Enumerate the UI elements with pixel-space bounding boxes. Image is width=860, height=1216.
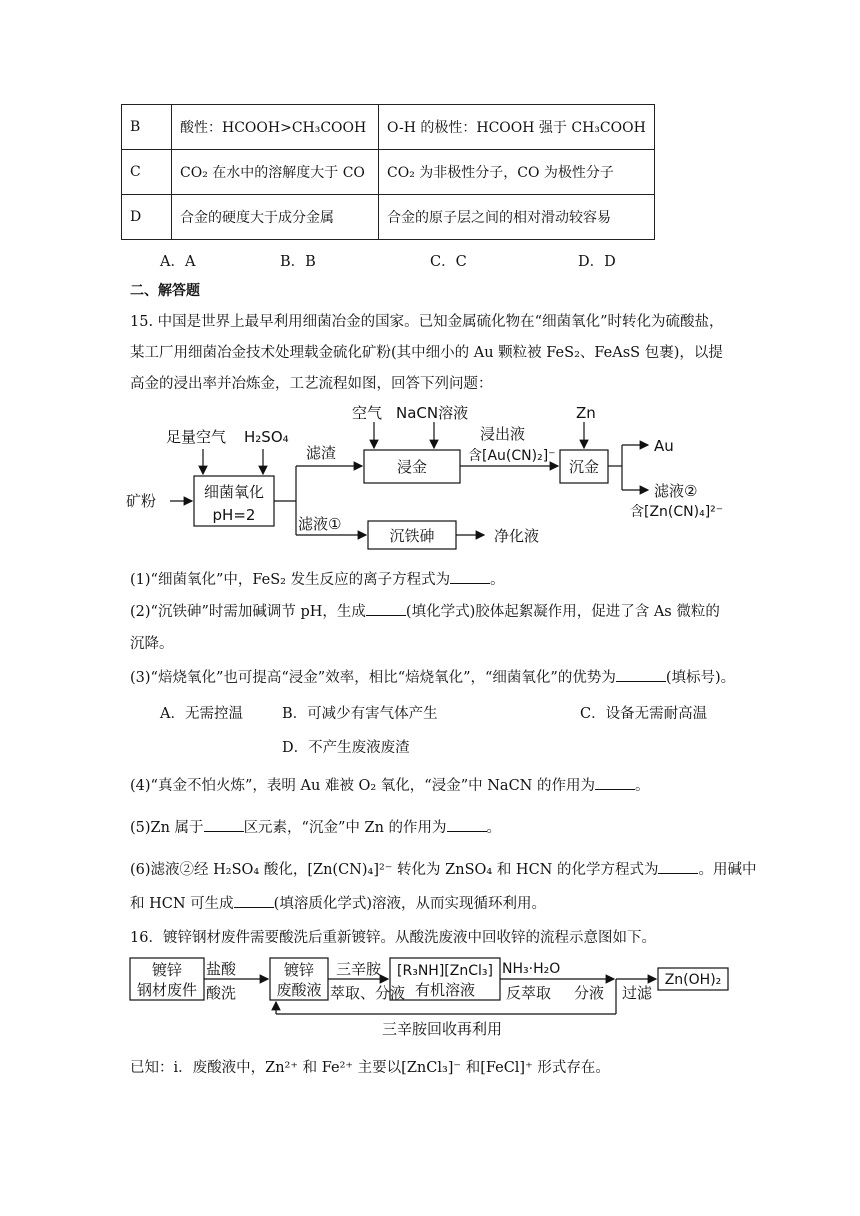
flow-zn-oh2: Zn(OH)₂	[664, 972, 722, 988]
q15-flow-diagram	[120, 400, 740, 560]
q15-part4: (4)“真金不怕火炼”，表明 Au 难被 O₂ 氧化，“浸金”中 NaCN 的作用为 。	[130, 778, 650, 794]
row-fact: CO₂ 在水中的溶解度大于 CO	[172, 150, 379, 195]
row-reason: CO₂ 为非极性分子，CO 为极性分子	[379, 150, 655, 195]
flow-fe-box: 沉铁砷	[389, 527, 435, 545]
row-reason: 合金的原子层之间的相对滑动较容易	[379, 195, 655, 240]
table-row	[122, 195, 655, 240]
q15-choice-c: C．设备无需耐高温	[580, 706, 708, 722]
flow-air: 空气	[352, 404, 383, 422]
flow-back-extract: 反萃取	[506, 984, 552, 1002]
flow-au: Au	[654, 437, 674, 455]
flow-zn: Zn	[576, 404, 596, 422]
flow-leach-box: 浸金	[396, 458, 428, 476]
flow-separate: 分液	[574, 984, 605, 1002]
flow-recycle: 三辛胺回收再利用	[382, 1020, 503, 1038]
table-row	[122, 150, 655, 195]
row-reason: O-H 的极性：HCOOH 强于 CH₃COOH	[379, 105, 655, 150]
flow-amine: 三辛胺	[336, 960, 382, 978]
flow-gold-box: 沉金	[568, 458, 600, 476]
answer-blank[interactable]	[658, 861, 698, 874]
section-title: 二、解答题	[130, 283, 200, 299]
flow-nh3: NH₃·H₂O	[502, 961, 561, 977]
flow-galv-line2: 钢材废件	[136, 981, 198, 999]
flow-hcl: 盐酸	[206, 960, 237, 978]
answer-blank[interactable]	[447, 819, 487, 832]
answer-blank[interactable]	[366, 603, 406, 616]
flow-residue: 滤渣	[306, 444, 337, 462]
flow-leachate-line1: 浸出液	[480, 425, 526, 443]
q15-choice-a: A．无需控温	[160, 706, 243, 722]
flow-ore: 矿粉	[126, 492, 157, 510]
q15-intro-line2: 某工厂用细菌冶金技术处理载金硫化矿粉(其中细小的 Au 颗粒被 FeS₂、FeAsS 包裹)，以提	[130, 345, 723, 361]
q15-choice-b: B．可减少有害气体产生	[282, 706, 438, 722]
q15-part2: (2)“沉铁砷”时需加碱调节 pH，生成 (填化学式)胶体起絮凝作用，促进了含 As 微粒的	[130, 604, 720, 620]
flow-filtrate2-line2: 含[Zn(CN)₄]²⁻	[630, 504, 724, 520]
q15-part6: (6)滤液②经 H₂SO₄ 酸化，[Zn(CN)₄]²⁻ 转化为 ZnSO₄ 和 HCN 的化学方程式为 。用碱中	[130, 862, 757, 878]
options-table	[121, 104, 655, 240]
q16-intro: 16．镀锌钢材废件需要酸洗后重新镀锌。从酸洗废液中回收锌的流程示意图如下。	[130, 930, 656, 946]
answer-blank[interactable]	[616, 669, 666, 682]
flow-extract: 萃取、分液	[330, 984, 406, 1002]
flow-organic-line2: 有机溶液	[414, 981, 476, 999]
flow-excess-air: 足量空气	[166, 428, 227, 446]
q15-part3: (3)“焙烧氧化”也可提高“浸金”效率，相比“焙烧氧化”，“细菌氧化”的优势为 (填标号)。	[130, 670, 736, 686]
row-label: D	[122, 195, 172, 240]
answer-blank[interactable]	[204, 819, 244, 832]
q15-part6-cont: 和 HCN 可生成 (填溶质化学式)溶液，从而实现循环利用。	[130, 896, 546, 912]
choice-a: A．A	[160, 254, 196, 270]
flow-galv-line1: 镀锌	[151, 961, 183, 979]
q15-part1: (1)“细菌氧化”中，FeS₂ 发生反应的离子方程式为 。	[130, 572, 505, 588]
choice-d: D．D	[578, 254, 616, 270]
row-fact: 酸性：HCOOH>CH₃COOH	[172, 105, 379, 150]
row-label: B	[122, 105, 172, 150]
q15-choice-d: D．不产生废液废渣	[282, 740, 410, 756]
flow-bio-box-line2: pH=2	[212, 506, 256, 524]
answer-blank[interactable]	[450, 571, 490, 584]
q15-part2-cont: 沉降。	[130, 636, 174, 652]
flow-bio-box-line1: 细菌氧化	[203, 483, 265, 501]
table-row	[122, 105, 655, 150]
flow-acid-wash: 酸洗	[206, 984, 237, 1002]
flow-nacn: NaCN溶液	[396, 404, 469, 422]
row-label: C	[122, 150, 172, 195]
q16-flow-diagram	[126, 954, 736, 1044]
flow-waste-line1: 镀锌	[283, 961, 315, 979]
q16-known: 已知：i．废酸液中，Zn²⁺ 和 Fe²⁺ 主要以[ZnCl₃]⁻ 和[FeCl]⁺ 形式存在。	[130, 1060, 610, 1076]
row-fact: 合金的硬度大于成分金属	[172, 195, 379, 240]
q15-intro-line3: 高金的浸出率并冶炼金，工艺流程如图，回答下列问题：	[130, 376, 493, 392]
flow-filtrate1: 滤液①	[298, 515, 342, 533]
flow-filtrate2-line1: 滤液②	[654, 482, 698, 500]
flow-leachate-line2: 含[Au(CN)₂]⁻	[468, 448, 556, 464]
flow-filter: 过滤	[622, 984, 653, 1002]
flow-waste-line2: 废酸液	[276, 981, 322, 999]
flow-organic-line1: [R₃NH][ZnCl₃]	[397, 963, 493, 979]
choice-b: B．B	[280, 254, 316, 270]
flow-h2so4: H₂SO₄	[244, 428, 289, 446]
answer-blank[interactable]	[234, 895, 274, 908]
q15-part5: (5)Zn 属于 区元素，“沉金”中 Zn 的作用为 。	[130, 820, 502, 836]
flow-clean: 净化液	[494, 527, 540, 545]
choice-c: C．C	[430, 254, 467, 270]
answer-blank[interactable]	[595, 777, 635, 790]
q15-intro-line1: 15. 中国是世界上最早利用细菌冶金的国家。已知金属硫化物在“细菌氧化”时转化为硫酸盐，	[130, 314, 724, 330]
